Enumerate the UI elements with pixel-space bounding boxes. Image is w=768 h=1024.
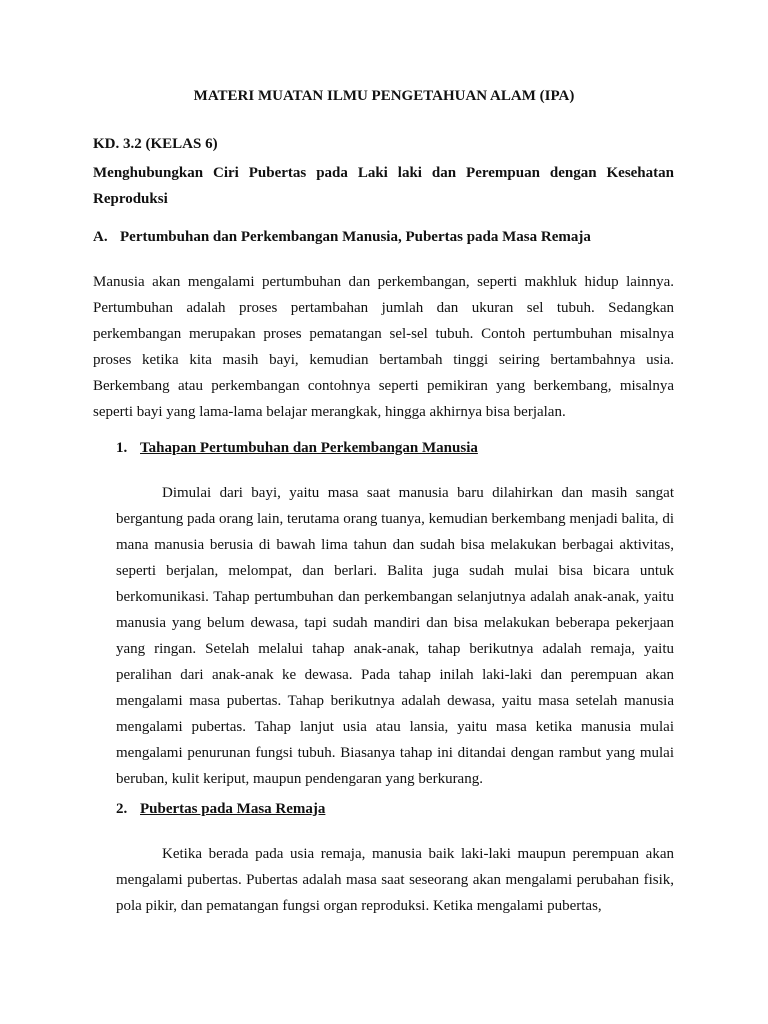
subsection-1-heading <box>116 440 478 457</box>
subsection-1-number: 1. <box>116 440 128 456</box>
subsection-2-number: 2. <box>116 801 128 817</box>
subsection-1-paragraph: Dimulai dari bayi, yaitu masa saat manusia baru dilahirkan dan masih sangat bergantung pada orang lain, terutama orang tuanya, kemudian berkembang menjadi balita, di mana manusia berusia di bawah lima tahun dan sudah bisa melakukan berbagai aktivitas, seperti berjalan, melompat, dan berlari. Balita juga sudah mulai bisa bicara untuk berkomunikasi. Tahap pertumbuhan dan perkembangan selanjutnya adalah anak-anak, yaitu manusia yang belum dewasa, tapi sudah mandiri dan bisa melakukan beberapa pekerjaan yang ringan. Setelah melalui tahap anak-anak, tahap berikutnya adalah remaja, yaitu peralihan dari anak-anak ke dewasa. Pada tahap inilah laki-laki dan perempuan akan mengalami masa pubertas. Tahap berikutnya adalah dewasa, yaitu masa setelah manusia mengalami pubertas. Tahap lanjut usia atau lansia, yaitu masa ketika manusia mulai mengalami penurunan fungsi tubuh. Biasanya tahap ini ditandai dengan rambut yang mulai beruban, kulit keriput, maupun pendengaran yang berkurang. <box>116 485 674 787</box>
subsection-1-title: Tahapan Pertumbuhan dan Perkembangan Manusia <box>140 440 478 456</box>
section-a-letter: A. <box>93 229 108 245</box>
section-a-heading <box>93 229 674 246</box>
subsection-2-heading <box>116 801 325 818</box>
kd-heading: KD. 3.2 (KELAS 6) <box>93 136 218 152</box>
section-a-title: Pertumbuhan dan Perkembangan Manusia, Pubertas pada Masa Remaja <box>120 229 591 245</box>
kd-subtitle: Menghubungkan Ciri Pubertas pada Laki laki dan Perempuan dengan Kesehatan Reproduksi <box>93 165 674 207</box>
document-title: MATERI MUATAN ILMU PENGETAHUAN ALAM (IPA) <box>193 88 575 104</box>
subsection-2-title: Pubertas pada Masa Remaja <box>140 801 326 817</box>
subsection-2-paragraph: Ketika berada pada usia remaja, manusia baik laki-laki maupun perempuan akan mengalami pubertas. Pubertas adalah masa saat seseorang akan mengalami perubahan fisik, pola pikir, dan pematangan fungsi organ reproduksi. Ketika mengalami pubertas, <box>116 846 674 914</box>
section-a-paragraph: Manusia akan mengalami pertumbuhan dan perkembangan, seperti makhluk hidup lainnya. Pertumbuhan adalah proses pertambahan jumlah dan ukuran sel tubuh. Sedangkan perkembangan merupakan proses pematangan sel-sel tubuh. Contoh pertumbuhan misalnya proses ketika kita masih bayi, kemudian bertambah tinggi seiring bertambahnya usia. Berkembang atau perkembangan contohnya seperti pemikiran yang berkembang, misalnya seperti bayi yang lama-lama belajar merangkak, hingga akhirnya bisa berjalan. <box>93 274 674 420</box>
